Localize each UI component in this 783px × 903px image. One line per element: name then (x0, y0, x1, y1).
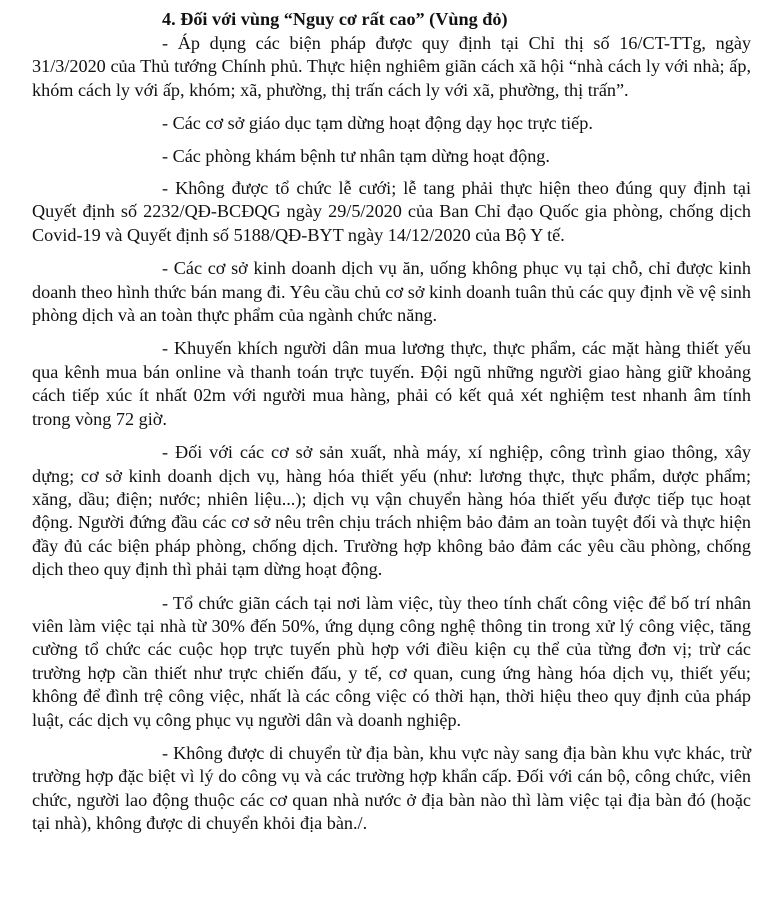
paragraph-apply-directive-16: - Áp dụng các biện pháp được quy định tại Chỉ thị số 16/CT-TTg, ngày 31/3/2020 của Thủ tướng Chính phủ. Thực hiện nghiêm giãn cách xã hội “nhà cách ly với nhà; ấp, khóm cách ly với ấp, khóm; xã, phường, thị trấn cách ly với xã, phường, thị trấn”. (32, 33, 751, 100)
paragraph-private-clinics: - Các phòng khám bệnh tư nhân tạm dừng hoạt động. (162, 145, 550, 166)
paragraph-weddings-funerals: - Không được tổ chức lễ cưới; lễ tang phải thực hiện theo đúng quy định tại Quyết định số 2232/QĐ-BCĐQG ngày 29/5/2020 của Ban Chỉ đạo Quốc gia phòng, chống dịch Covid-19 và Quyết định số 5188/QĐ-BYT ngày 14/12/2020 của Bộ Y tế. (32, 178, 751, 245)
paragraph-schools: - Các cơ sở giáo dục tạm dừng hoạt động dạy học trực tiếp. (162, 113, 593, 134)
paragraph-food-services: - Các cơ sở kinh doanh dịch vụ ăn, uống không phục vụ tại chỗ, chỉ được kinh doanh theo hình thức bán mang đi. Yêu cầu chủ cơ sở kinh doanh tuân thủ các quy định về vệ sinh phòng dịch và an toàn thực phẩm của ngành chức năng. (32, 258, 751, 326)
section-heading: 4. Đối với vùng “Nguy cơ rất cao” (Vùng đỏ) (162, 9, 508, 29)
paragraph-production-facilities: - Đối với các cơ sở sản xuất, nhà máy, xí nghiệp, công trình giao thông, xây dựng; cơ sở kinh doanh dịch vụ, hàng hóa thiết yếu (như: lương thực, thực phẩm, dược phẩm; xăng, dầu; điện; nước; nhiên liệu...); dịch vụ vận chuyển hàng hóa thiết yếu được tiếp tục hoạt động. Người đứng đầu các cơ sở nêu trên chịu trách nhiệm bảo đảm an toàn tuyệt đối và thực hiện đầy đủ các biện pháp phòng, chống dịch. Trường hợp không bảo đảm các yêu cầu phòng, chống dịch theo quy định thì phải tạm dừng hoạt động. (32, 442, 751, 580)
paragraph-travel-restriction: - Không được di chuyển từ địa bàn, khu vực này sang địa bàn khu vực khác, trừ trường hợp đặc biệt vì lý do công vụ và các trường hợp khẩn cấp. Đối với cán bộ, công chức, viên chức, người lao động thuộc các cơ quan nhà nước ở địa bàn nào thì làm việc tại địa bàn đó (hoặc tại nhà), không được di chuyển khỏi địa bàn./. (32, 742, 751, 834)
paragraph-online-shopping: - Khuyến khích người dân mua lương thực, thực phẩm, các mặt hàng thiết yếu qua kênh mua bán online và thanh toán trực tuyến. Đội ngũ những người giao hàng giữ khoảng cách tiếp xúc ít nhất 02m với người mua hàng, phải có kết quả xét nghiệm test nhanh âm tính trong vòng 72 giờ. (32, 338, 751, 429)
paragraph-workplace-distancing: - Tổ chức giãn cách tại nơi làm việc, tùy theo tính chất công việc để bố trí nhân viên làm việc tại nhà từ 30% đến 50%, ứng dụng công nghệ thông tin trong xử lý công việc, tăng cường tổ chức các cuộc họp trực tuyến phù hợp với điều kiện cụ thể của từng đơn vị; trừ các trường hợp cần thiết như trực chiến đấu, y tế, cơ quan, cung ứng hàng hóa dịch vụ, thiết yếu; không để đình trệ công việc, nhất là các công việc có thời hạn, thời hiệu theo quy định của pháp luật, các dịch vụ công phục vụ người dân và doanh nghiệp. (32, 592, 751, 730)
